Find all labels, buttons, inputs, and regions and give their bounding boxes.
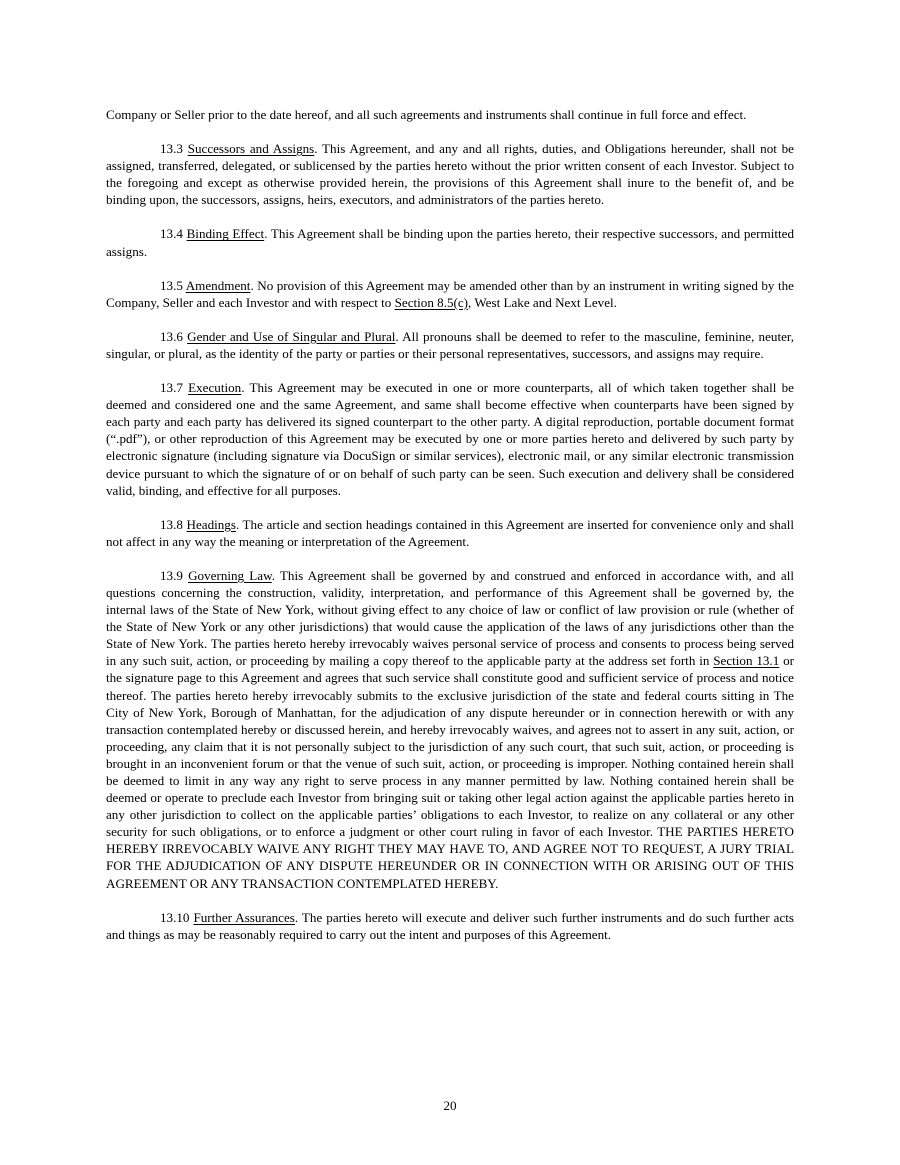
section-number: 13.7: [160, 380, 183, 396]
section-13-5: [106, 277, 794, 311]
section-text: . No provision of this Agreement may be amended other than by an instrument in writing signed by the Company, Seller and each Investor and with respect to: [106, 277, 794, 310]
section-reference-link: Section 8.5(c): [394, 294, 469, 310]
section-heading: Further Assurances: [193, 909, 295, 925]
section-number: 13.10: [160, 909, 190, 925]
section-text: . This Agreement, and any and all rights, duties, and Obligations hereunder, shall not be assigned, transferred, delegated, or sublicensed by the parties hereto without the prior written consent of each Investor. Subject to the foregoing and except as otherwise provided herein, the provisions of this Agreement shall inure to the benefit of, and be binding upon, the successors, assigns, heirs, executors, and administrators of the parties hereto.: [106, 141, 794, 208]
section-heading: Gender and Use of Singular and Plural: [187, 328, 396, 344]
section-text: . This Agreement shall be governed by and construed and enforced in accordance with, and all questions concerning the construction, validity, interpretation, and performance of this Agreement shall be governed by, the internal laws of the State of New York, without giving effect to any choice of law or conflict of law provision or rule (whether of the State of New York or any other jurisdictions) that would cause the application of the laws of any jurisdictions other than the State of New York. The parties hereto hereby irrevocably waives personal service of process and consents to process being served in any such suit, action, or proceeding by mailing a copy thereof to the applicable party at the address set forth in: [106, 567, 794, 669]
section-13-4: [106, 225, 794, 259]
section-13-7: [106, 379, 794, 499]
section-number: 13.8: [160, 516, 183, 532]
section-13-3: [106, 140, 794, 208]
section-number: 13.5: [160, 277, 183, 293]
section-number: 13.6: [160, 328, 183, 344]
section-text: . The parties hereto will execute and deliver such further instruments and do such further acts and things as may be reasonably required to carry out the intent and purposes of this Agreement.: [106, 909, 794, 942]
section-heading: Execution: [188, 380, 242, 396]
page-number: 20: [443, 1098, 457, 1113]
section-number: 13.4: [160, 226, 183, 242]
section-heading: Governing Law: [188, 567, 272, 583]
section-text: . The article and section headings contained in this Agreement are inserted for convenience only and shall not affect in any way the meaning or interpretation of the Agreement.: [106, 516, 794, 549]
continuation-paragraph: Company or Seller prior to the date hereof, and all such agreements and instruments shall continue in full force and effect.: [106, 107, 747, 122]
section-reference-link: Section 13.1: [713, 653, 780, 669]
section-heading: Successors and Assigns: [187, 141, 315, 157]
section-13-6: [106, 328, 794, 362]
section-text-after: , West Lake and Next Level.: [468, 294, 617, 310]
section-text: . This Agreement may be executed in one or more counterparts, all of which taken together shall be deemed and considered one and the same Agreement, and same shall become effective when counterparts have been signed by each party and each party has delivered its signed counterpart to the other party. A digital reproduction, portable document format (“.pdf”), or other reproduction of this Agreement may be executed by one or more parties hereto and delivered by such party by electronic signature (including signature via DocuSign or similar services), electronic mail, or any similar electronic transmission device pursuant to which the signature of or on behalf of such party can be seen. Such execution and delivery shall be considered valid, binding, and effective for all purposes.: [106, 380, 794, 498]
section-number: 13.9: [160, 567, 183, 583]
section-13-9: [106, 567, 794, 892]
section-13-8: [106, 516, 794, 550]
section-heading: Headings: [186, 516, 236, 532]
section-heading: Binding Effect: [186, 226, 265, 242]
document-body: [106, 106, 794, 960]
section-number: 13.3: [160, 141, 183, 157]
section-heading: Amendment: [185, 277, 251, 293]
section-text: . All pronouns shall be deemed to refer to the masculine, feminine, neuter, singular, or plural, as the identity of the party or parties or their personal representatives, successors, and assigns may require.: [106, 328, 794, 361]
section-text-after: or the signature page to this Agreement and agrees that such service shall constitute good and sufficient service of process and notice thereof. The parties hereto hereby irrevocably submits to the exclusive jurisdiction of the state and federal courts sitting in The City of New York, Borough of Manhattan, for the adjudication of any dispute hereunder or in connection herewith or with any transaction contemplated hereby or discussed herein, and hereby irrevocably waives, and agrees not to assert in any suit, action, or proceeding, any claim that it is not personally subject to the jurisdiction of any such court, that such suit, action, or proceeding is brought in an inconvenient forum or that the venue of such suit, action, or proceeding is improper. Nothing contained herein shall be deemed to limit in any way any right to serve process in any manner permitted by law. Nothing contained herein shall be deemed or operate to preclude each Investor from bringing suit or taking other legal action against the applicable parties hereto in any other jurisdiction to collect on the applicable parties’ obligations to each Investor, to realize on any collateral or any other security for such obligations, or to enforce a judgment or other court ruling in favor of each Investor. THE PARTIES HERETO HEREBY IRREVOCABLY WAIVE ANY RIGHT THEY MAY HAVE TO, AND AGREE NOT TO REQUEST, A JURY TRIAL FOR THE ADJUDICATION OF ANY DISPUTE HEREUNDER OR IN CONNECTION WITH OR ARISING OUT OF THIS AGREEMENT OR ANY TRANSACTION CONTEMPLATED HEREBY.: [106, 653, 794, 891]
section-13-10: [106, 909, 794, 943]
section-text: . This Agreement shall be binding upon the parties hereto, their respective successors, and permitted assigns.: [106, 226, 794, 259]
